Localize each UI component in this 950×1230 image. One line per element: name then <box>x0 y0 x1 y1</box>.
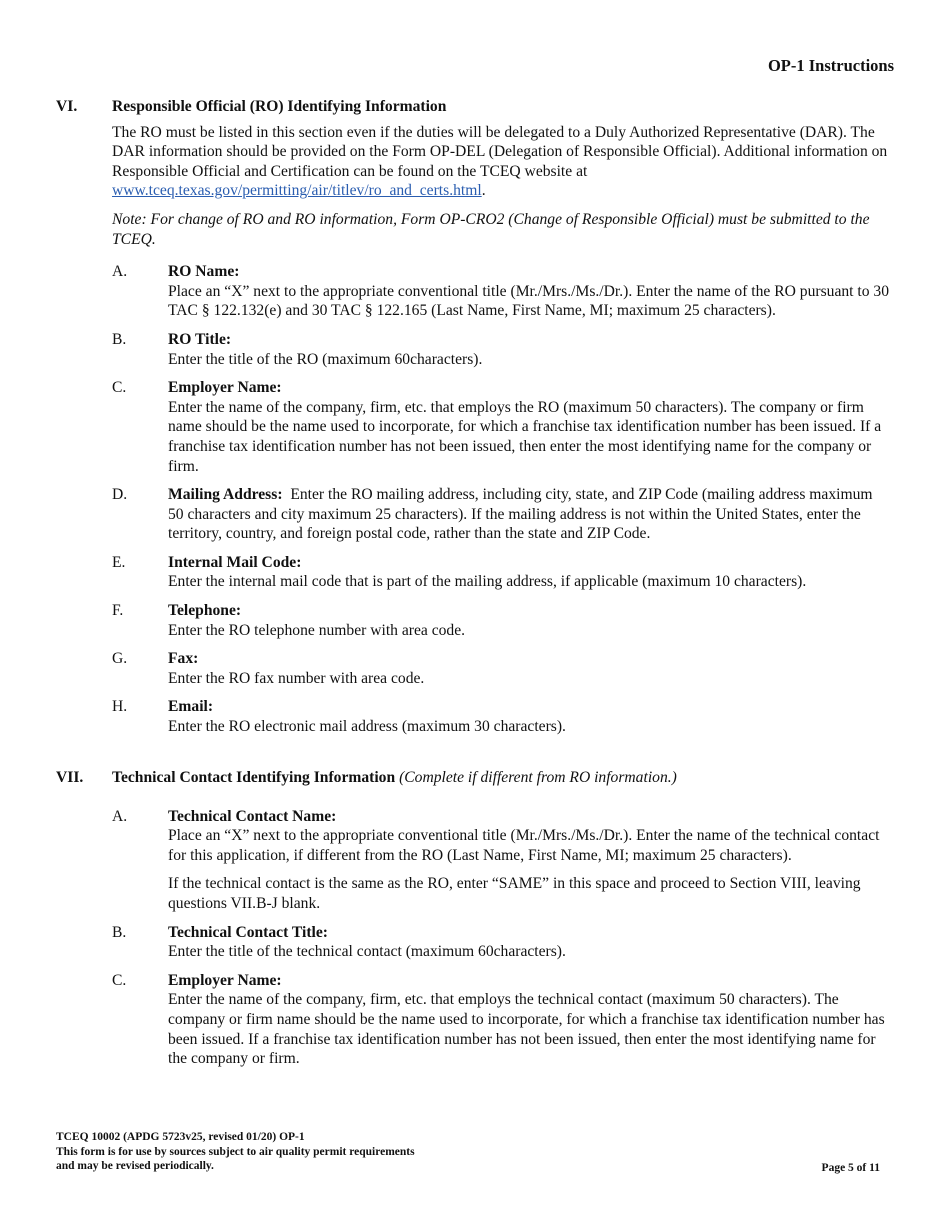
item-label: Fax: <box>168 650 199 668</box>
list-item <box>112 923 890 962</box>
list-item <box>112 378 890 476</box>
item-text: Enter the name of the company, firm, etc. that employs the RO (maximum 50 characters). The company or firm name should be the name used to incorporate, for which a franchise tax identification number has been issued. If a franchise tax identification number has not been issued, then enter the most identifying name for the company or firm. <box>168 398 882 475</box>
list-item <box>112 807 890 914</box>
section-number: VI. <box>56 98 78 115</box>
section-heading: Responsible Official (RO) Identifying Information <box>112 98 447 115</box>
section-heading-note: (Complete if different from RO information.) <box>399 769 677 786</box>
item-letter: B. <box>112 923 127 941</box>
page-number: Page 5 of 11 <box>821 1162 880 1174</box>
item-text: Enter the RO mailing address, including city, state, and ZIP Code (mailing address maximum 50 characters and city maximum 25 characters). If the mailing address is not within the United States, enter the territory, country, and foreign postal code, rather than the state and ZIP Code. <box>168 486 873 543</box>
item-letter: D. <box>112 486 128 504</box>
list-item <box>112 330 890 369</box>
section-number: VII. <box>56 769 84 786</box>
item-label: RO Name: <box>168 263 240 281</box>
section-note: Note: For change of RO and RO information, Form OP-CRO2 (Change of Responsible Official) must be submitted to the TCEQ. <box>112 210 870 248</box>
item-letter: E. <box>112 553 126 571</box>
intro-text: The RO must be listed in this section even if the duties will be delegated to a Duly Authorized Representative (DAR). The DAR information should be provided on the Form OP-DEL (Delegation of Responsible Official). Additional information on Responsible Official and Certification can be found on the TCEQ website at <box>112 123 888 180</box>
footer-form-info <box>56 1130 415 1174</box>
item-letter: H. <box>112 698 128 716</box>
item-text: Enter the name of the company, firm, etc. that employs the technical contact (maximum 50 characters). The company or firm name should be the name used to incorporate, for which a franchise tax identification number has been issued. If a franchise tax identification number has not been issued, then enter the most identifying name for the company or firm. <box>168 991 885 1068</box>
item-text: Enter the title of the technical contact (maximum 60characters). <box>168 943 566 961</box>
item-letter: A. <box>112 807 128 825</box>
section-vii <box>56 768 890 1078</box>
item-label: Email: <box>168 698 214 716</box>
section-intro: The RO must be listed in this section even if the duties will be delegated to a Duly Authorized Representative (DAR). The DAR information should be provided on the Form OP-DEL (Delegation of Responsible Official). Additional information on Responsible Official and Certification can be found on the TCEQ website at www.tceq.texas.gov/permitting/air/titlev/ro_and_certs.html. <box>112 123 888 200</box>
item-letter: B. <box>112 330 127 348</box>
item-label: Technical Contact Title: <box>168 923 328 941</box>
item-letter: C. <box>112 971 127 989</box>
list-item <box>112 485 890 544</box>
footer-line: TCEQ 10002 (APDG 5723v25, revised 01/20) OP-1 <box>56 1131 305 1143</box>
item-text: Place an “X” next to the appropriate conventional title (Mr./Mrs./Ms./Dr.). Enter the name of the RO pursuant to 30 TAC § 122.132(e) and 30 TAC § 122.165 (Last Name, First Name, MI; maximum 25 characters). <box>168 282 890 320</box>
section-vi <box>56 97 890 746</box>
list-item <box>112 262 890 321</box>
tceq-ro-link[interactable]: www.tceq.texas.gov/permitting/air/titlev/ro_and_certs.html <box>112 182 482 200</box>
item-text: Enter the RO fax number with area code. <box>168 669 425 687</box>
list-item <box>112 553 890 592</box>
section-heading-text: Technical Contact Identifying Information <box>112 769 396 786</box>
item-text: Enter the RO telephone number with area code. <box>168 621 466 639</box>
item-text: Place an “X” next to the appropriate conventional title (Mr./Mrs./Ms./Dr.). Enter the name of the technical contact for this application, if different from the RO (Last Name, First Name, MI; maximum 25 characters). <box>168 827 880 864</box>
item-text: Enter the title of the RO (maximum 60characters). <box>168 350 483 368</box>
page-header-title: OP-1 Instructions <box>767 56 894 75</box>
footer-line: and may be revised periodically. <box>56 1160 214 1172</box>
item-text: Enter the RO electronic mail address (maximum 30 characters). <box>168 718 566 736</box>
item-label: Telephone: <box>168 602 242 620</box>
item-label: Employer Name: <box>168 379 282 397</box>
list-item <box>112 971 890 1069</box>
item-label: RO Title: <box>168 330 232 348</box>
item-letter: F. <box>112 602 124 620</box>
list-item <box>112 649 890 688</box>
item-label: Mailing Address: <box>168 486 283 504</box>
item-subtext: If the technical contact is the same as the RO, enter “SAME” in this space and proceed to Section VIII, leaving questions VII.B-J blank. <box>168 875 861 912</box>
item-label: Technical Contact Name: <box>168 807 337 825</box>
section-heading <box>112 768 890 788</box>
item-letter: G. <box>112 650 128 668</box>
item-label: Employer Name: <box>168 971 282 989</box>
item-list <box>56 262 890 736</box>
list-item <box>112 601 890 640</box>
item-letter: C. <box>112 379 127 397</box>
item-label: Internal Mail Code: <box>168 553 302 571</box>
list-item <box>112 697 890 736</box>
item-list <box>56 807 890 1069</box>
item-letter: A. <box>112 263 128 281</box>
item-text: Enter the internal mail code that is part of the mailing address, if applicable (maximum 10 characters). <box>168 573 807 591</box>
footer-line: This form is for use by sources subject to air quality permit requirements <box>56 1145 415 1158</box>
